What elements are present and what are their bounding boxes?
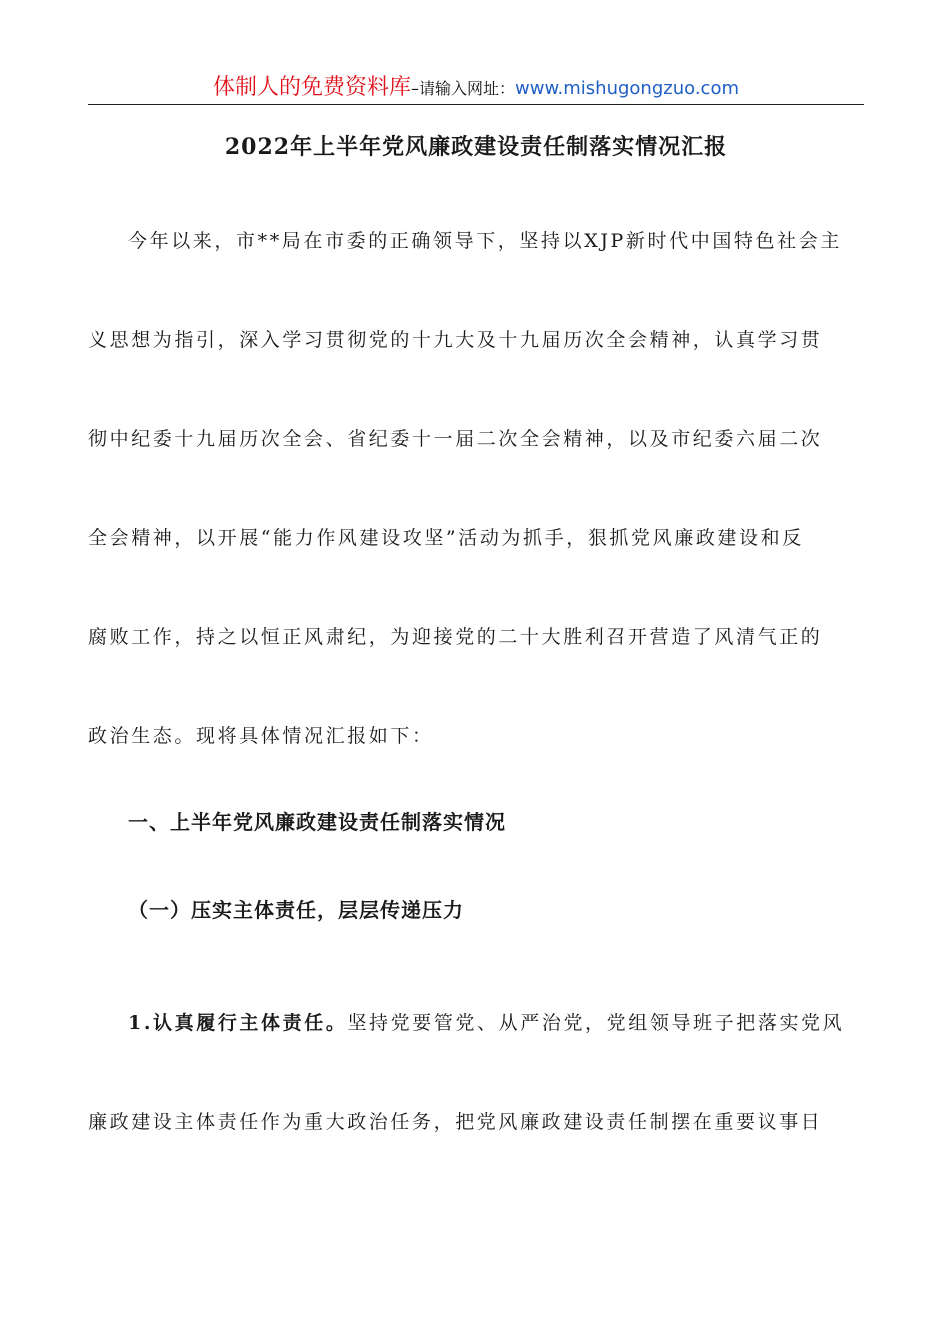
- intro-paragraph: [88, 192, 864, 786]
- item-lead: 1.认真履行主体责任。: [128, 1012, 348, 1034]
- paragraph-line: 全会精神，以开展“能力作风建设攻坚”活动为抓手，狠抓党风廉政建设和反: [88, 527, 804, 549]
- site-name: 体制人的免费资料库: [213, 75, 412, 100]
- subsection-heading: （一）压实主体责任，层层传递压力: [128, 898, 464, 922]
- item-text: 坚持党要管党、从严治党，党组领导班子把落实党风: [347, 1012, 845, 1034]
- paragraph-line: 腐败工作，持之以恒正风肃纪，为迎接党的二十大胜利召开营造了风清气正的: [88, 626, 823, 648]
- site-url-link[interactable]: www.mishugongzuo.com: [515, 78, 739, 99]
- paragraph-line: [88, 974, 864, 1073]
- paragraph-line: 义思想为指引，深入学习贯彻党的十九大及十九届历次全会精神，认真学习贯: [88, 329, 823, 351]
- paragraph-line: 今年以来，市**局在市委的正确领导下，坚持以XJP新时代中国特色社会主: [128, 230, 842, 252]
- section-heading: 一、上半年党风廉政建设责任制落实情况: [128, 810, 506, 834]
- url-hint: –请输入网址：: [411, 79, 516, 98]
- item-paragraph: [88, 974, 864, 1172]
- site-header: [88, 70, 864, 105]
- paragraph-line: 彻中纪委十九届历次全会、省纪委十一届二次全会精神，以及市纪委六届二次: [88, 428, 823, 450]
- paragraph-line: 政治生态。现将具体情况汇报如下：: [88, 725, 434, 747]
- paragraph-line: 廉政建设主体责任作为重大政治任务，把党风廉政建设责任制摆在重要议事日: [88, 1111, 823, 1133]
- document-title: 2022年上半年党风廉政建设责任制落实情况汇报: [224, 134, 728, 160]
